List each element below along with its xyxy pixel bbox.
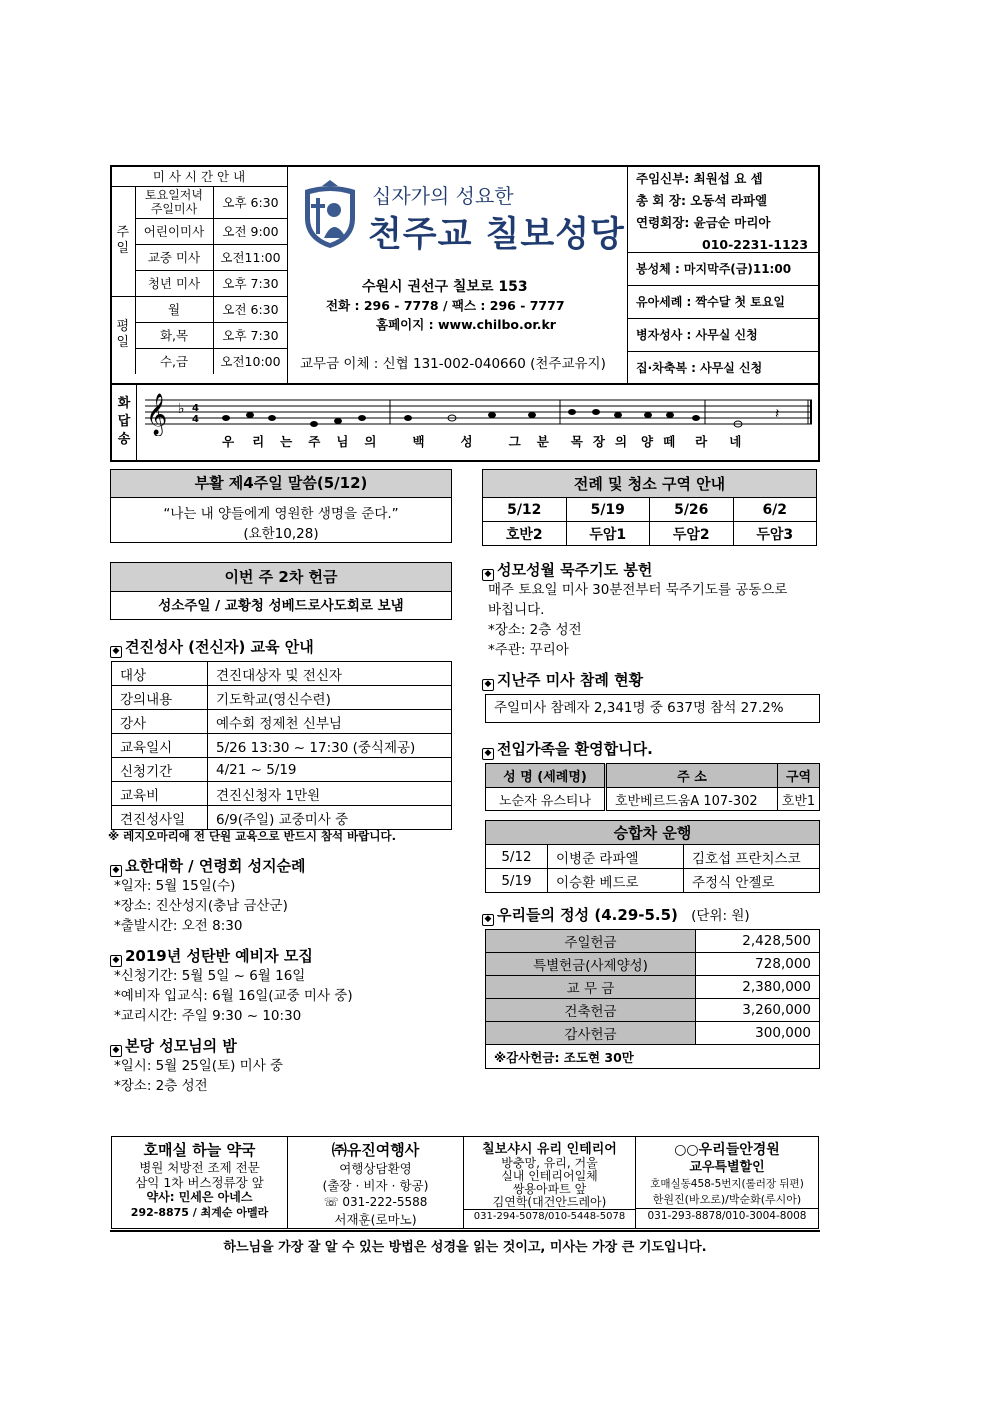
table-row [486,845,820,869]
lyric: 양 [641,434,654,449]
row-value: 예수회 정제천 신부님 [208,710,452,734]
lyric: 우 [222,434,235,449]
cleaning-area: 두암1 [566,522,650,546]
collection2-text: 성소주일 / 교황청 성베드로사도회로 보냄 [158,598,404,614]
staff-value: 최원섭 요 셉 [693,171,763,186]
info-line: *주관: 꾸리아 [488,642,569,658]
mary-night-title [110,1035,237,1056]
info-line: *예비자 입교식: 6월 16일(교중 미사 중) [114,988,353,1004]
ad-line: 방충망, 유리, 거울 [501,1156,598,1170]
carpool-driver-b: 김호섭 프란치스코 [684,845,820,869]
lyric: 그 [508,434,521,449]
rosary-body [488,580,787,660]
word-title: 부활 제4주일 말씀(5/12) [111,470,451,498]
church-phone: 전화 : 296 - 7778 / 팩스 : 296 - 7777 [326,298,565,313]
ad-title: 우리들안경원 [698,1142,780,1158]
notice-item: 봉성체 : 마지막주(금)11:00 [636,262,792,276]
section-bullet-icon: ◆ [110,1045,122,1057]
ad-line: 031-293-8878/010-3004-8008 [636,1208,818,1223]
ad-optician [636,1137,819,1229]
mass-name: 수,금 [135,348,213,374]
attendance-box: 주일미사 참례자 2,341명 중 637명 참석 27.2% [485,694,820,723]
confirmation-title-text: 견진성사 (전신자) 교육 안내 [125,638,314,656]
rosary-title [482,559,652,580]
attendance-title-text: 지난주 미사 참례 현황 [497,671,644,689]
staff-value: 오동석 라파엘 [690,193,768,208]
offering-amount: 2,428,500 [696,930,820,953]
mass-time: 오전10:00 [213,348,288,374]
newcomers-title-text: 전입가족을 환영합니다. [497,740,653,758]
lyric: 님 [336,434,349,449]
mass-name: 월 [135,296,213,322]
mass-name: 화,목 [135,322,213,348]
offerings-table [485,929,820,1069]
info-line: *일시: 5월 25일(토) 미사 중 [114,1058,284,1074]
info-line: *신청기간: 5월 5일 ~ 6월 16일 [114,968,306,984]
cleaning-area: 호반2 [483,522,567,546]
row-key: 강사 [112,710,208,734]
notice-item: 병자성사 : 사무실 신청 [636,328,758,342]
svg-text:♭: ♭ [178,401,185,417]
hymn-divider [111,383,819,385]
church-subtitle: 십자가의 성요한 [372,184,514,208]
info-line: 매주 토요일 미사 30분전부터 묵주기도를 공동으로 [488,582,788,598]
staff-label: 연령회장 [636,215,685,230]
ad-title: 호매실 하늘 약국 [143,1141,256,1159]
lyric: 의 [614,434,628,449]
staff-row: 총 회 장: 오동석 라파엘 [636,193,768,208]
staff-row: 연령회장: 윤금순 마리아 [636,215,771,230]
newcomers-title [482,738,653,759]
carpool-date: 5/12 [486,845,548,869]
carpool-driver-a: 이병준 라파엘 [548,845,684,869]
ad-title: ㈜유진여행사 [331,1141,420,1159]
row-key: 교육비 [112,782,208,806]
info-line: *출발시간: 오전 8:30 [114,918,243,934]
catechumen-title-text: 2019년 성탄반 예비자 모집 [125,947,313,965]
info-line: *일자: 5월 15일(수) [114,878,236,894]
mass-time: 오후 6:30 [213,186,288,218]
mass-name: 교중 미사 [135,244,213,270]
notice-item: 유아세례 : 짝수달 첫 토요일 [636,295,786,309]
cleaning-title: 전례 및 청소 구역 안내 [483,470,817,498]
lyric: 목 [570,434,583,449]
ad-line: 김연학(대건안드레아) [492,1195,607,1209]
rosary-title-text: 성모성월 묵주기도 봉헌 [497,561,653,579]
col-header: 구역 [778,764,820,788]
newcomer-area: 호반1 [778,788,820,811]
offering-name: 건축헌금 [486,999,696,1022]
offering-name: 특별헌금(사제양성) [486,953,696,976]
ad-title: 칠보샤시 유리 인테리어 [482,1142,617,1157]
row-key: 강의내용 [112,686,208,710]
confirmation-title [110,636,314,657]
ad-line: ☏ 031-222-5588 [323,1195,428,1209]
mass-time: 오전 9:00 [213,218,288,244]
mass-name: 어린이미사 [135,218,213,244]
pilgrimage-title-text: 요한대학 / 연령회 성지순례 [125,857,306,875]
mass-times-title: 미 사 시 간 안 내 [111,166,288,186]
lyric: 주 [308,434,321,449]
row-value: 견진신청자 1만원 [208,782,452,806]
info-line: *장소: 진산성지(충남 금산군) [114,898,288,914]
notice-sep [628,252,819,253]
staff-value: 윤금순 마리아 [693,215,771,230]
hymn-label: 화 답 송 [117,396,131,447]
lyric: 장 [592,434,605,449]
ad-travel [288,1137,464,1229]
center-divider [287,166,288,384]
collection2-title: 이번 주 2차 헌금 [111,563,451,592]
staff-phone: 010-2231-1123 [702,237,809,252]
hymn-lyrics [222,432,782,450]
info-line: 바칩니다. [488,602,545,618]
weekday-label: 평 일 [111,296,135,374]
offering-amount: 728,000 [696,953,820,976]
carpool-date: 5/19 [486,869,548,893]
church-homepage: 홈페이지 : www.chilbo.or.kr [376,317,556,332]
church-address: 수원시 권선구 칠보로 153 [362,279,528,295]
mass-name: 토요일저녁 주일미사 [135,186,213,218]
info-line: *교리시간: 주일 9:30 ~ 10:30 [114,1008,302,1024]
ad-line: 교우특별할인 [689,1160,765,1175]
row-value: 견진대상자 및 전신자 [208,662,452,686]
row-key: 대상 [112,662,208,686]
ad-line: 약사: 민세은 아네스 [146,1190,253,1204]
svg-text:4: 4 [192,403,199,414]
offering-name: 주일헌금 [486,930,696,953]
row-key: 견진성사일 [112,806,208,830]
row-value: 4/21 ~ 5/19 [208,758,452,782]
church-name: 천주교 칠보성당 [368,215,625,255]
offerings-note: ※감사헌금: 조도현 30만 [486,1045,820,1069]
section-bullet-icon: ◆ [110,646,122,658]
ad-line: 서재훈(로마노) [334,1212,417,1227]
lyric: 의 [364,434,377,449]
confirmation-table [111,661,452,830]
offering-amount: 3,260,000 [696,999,820,1022]
pilgrimage-body [114,876,288,936]
mass-time: 오후 7:30 [213,322,288,348]
offering-amount: 300,000 [696,1022,820,1045]
carpool-driver-a: 이승환 베드로 [548,869,684,893]
offerings-title [482,904,750,925]
ad-interior [464,1137,636,1229]
ad-line: 쌍용아파트 앞 [512,1182,587,1196]
section-bullet-icon: ◆ [110,955,122,967]
newcomers-table [485,763,820,811]
ad-line: 삼익 1차 버스정류장 앞 [135,1175,264,1190]
ad-line: 031-294-5078/010-5448-5078 [464,1209,635,1224]
notice-sep [628,285,819,286]
row-key: 신청기간 [112,758,208,782]
info-line: *장소: 2층 성전 [488,622,582,638]
cleaning-date: 6/2 [733,498,817,522]
mass-times-table [111,166,288,374]
ad-line: (출장 · 비자 · 항공) [322,1178,429,1193]
ad-line: 병원 처방전 조제 전문 [139,1160,260,1175]
section-bullet-icon: ◆ [482,569,494,581]
cleaning-area: 두암2 [650,522,734,546]
hymn-staff [140,388,816,436]
mary-night-title-text: 본당 성모님의 밤 [125,1037,237,1055]
section-bullet-icon: ◆ [110,865,122,877]
word-box [110,469,452,543]
offering-amount: 2,380,000 [696,976,820,999]
catechumen-title [110,945,313,966]
ads-table [111,1136,819,1229]
offering-name: 감사헌금 [486,1022,696,1045]
staff-label: 주임신부 [636,171,685,186]
sunday-label: 주 일 [111,186,135,296]
carpool-table [485,820,820,893]
notice-item: 집·차축복 : 사무실 신청 [636,361,763,375]
lyric: 백 [412,434,425,449]
newcomer-name: 노순자 유스티나 [486,788,606,811]
newcomer-address: 호반베르드움A 107-302 [606,788,778,811]
mass-time: 오전 6:30 [213,296,288,322]
mass-name: 청년 미사 [135,270,213,296]
collection2-box [110,562,452,620]
col-header: 주 소 [606,764,778,788]
table-row [486,869,820,893]
lyric: 네 [729,434,742,449]
cleaning-date: 5/12 [483,498,567,522]
confirmation-note: ※ 레지오마리애 전 단원 교육으로 반드시 참석 바랍니다. [108,829,396,843]
row-value: 5/26 13:30 ~ 17:30 (중식제공) [208,734,452,758]
mary-night-body [114,1056,283,1096]
notice-sep [628,318,819,319]
svg-text:4: 4 [192,414,199,425]
cleaning-table [482,469,817,546]
row-value: 기도학교(영신수련) [208,686,452,710]
lyric: 떼 [663,434,676,449]
word-ref: (요한10,28) [243,526,319,542]
row-value: 6/9(주일) 교중미사 중 [208,806,452,830]
svg-text:𝄽: 𝄽 [775,406,780,422]
cleaning-area: 두암3 [733,522,817,546]
ad-line: 292-8875 / 최계순 아멜라 [130,1206,269,1219]
carpool-driver-b: 주정식 안젤로 [684,869,820,893]
hymn-label-col [136,385,137,461]
mass-time: 오후 7:30 [213,270,288,296]
offerings-title-text: 우리들의 정성 (4.29-5.5) [497,906,678,924]
notice-sep [628,351,819,352]
ad-title-row [636,1139,818,1159]
catechumen-body [114,966,353,1026]
section-bullet-icon: ◆ [482,914,494,926]
lyric: 리 [252,434,265,449]
section-bullet-icon: ◆ [482,679,494,691]
ad-line: 한원진(바오로)/박순화(루시아) [652,1193,802,1206]
svg-text:𝄞: 𝄞 [146,394,168,435]
staff-row: 주임신부: 최원섭 요 셉 [636,171,763,186]
pilgrimage-title [110,855,306,876]
ad-pharmacy [112,1137,288,1229]
lyric: 라 [695,434,708,449]
lyric: 성 [460,434,473,449]
row-key: 교육일시 [112,734,208,758]
attendance-title [482,669,643,690]
church-account: 교무금 이체 : 신협 131-002-040660 (천주교유지) [300,356,606,372]
mass-time: 오전11:00 [213,244,288,270]
lyric: 분 [536,434,549,449]
ad-line: 실내 인테리어일체 [501,1169,598,1183]
table-row [486,788,820,811]
lyric: 는 [280,434,293,449]
ad-line: 여행상담환영 [339,1161,412,1176]
carpool-title: 승합차 운행 [486,821,820,845]
ad-line: 호매실동458-5번지(롤러장 뒤편) [650,1178,804,1190]
staff-block [636,168,818,256]
cleaning-date: 5/19 [566,498,650,522]
info-line: *장소: 2층 성전 [114,1078,208,1094]
footer-line [110,1230,820,1232]
col-header: 성 명 (세례명) [486,764,606,788]
footer-text: 하느님을 가장 잘 알 수 있는 방법은 성경을 읽는 것이고, 미사는 가장 큰 기도입니다. [223,1240,707,1255]
offering-name: 교 무 금 [486,976,696,999]
glasses-icon: ○○ [674,1142,699,1158]
offerings-unit: (단위: 원) [691,908,750,924]
word-quote: “나는 내 양들에게 영원한 생명을 준다.” [163,506,399,522]
section-bullet-icon: ◆ [482,748,494,760]
staff-label: 총 회 장 [636,193,681,208]
cleaning-date: 5/26 [650,498,734,522]
church-logo [300,180,360,250]
